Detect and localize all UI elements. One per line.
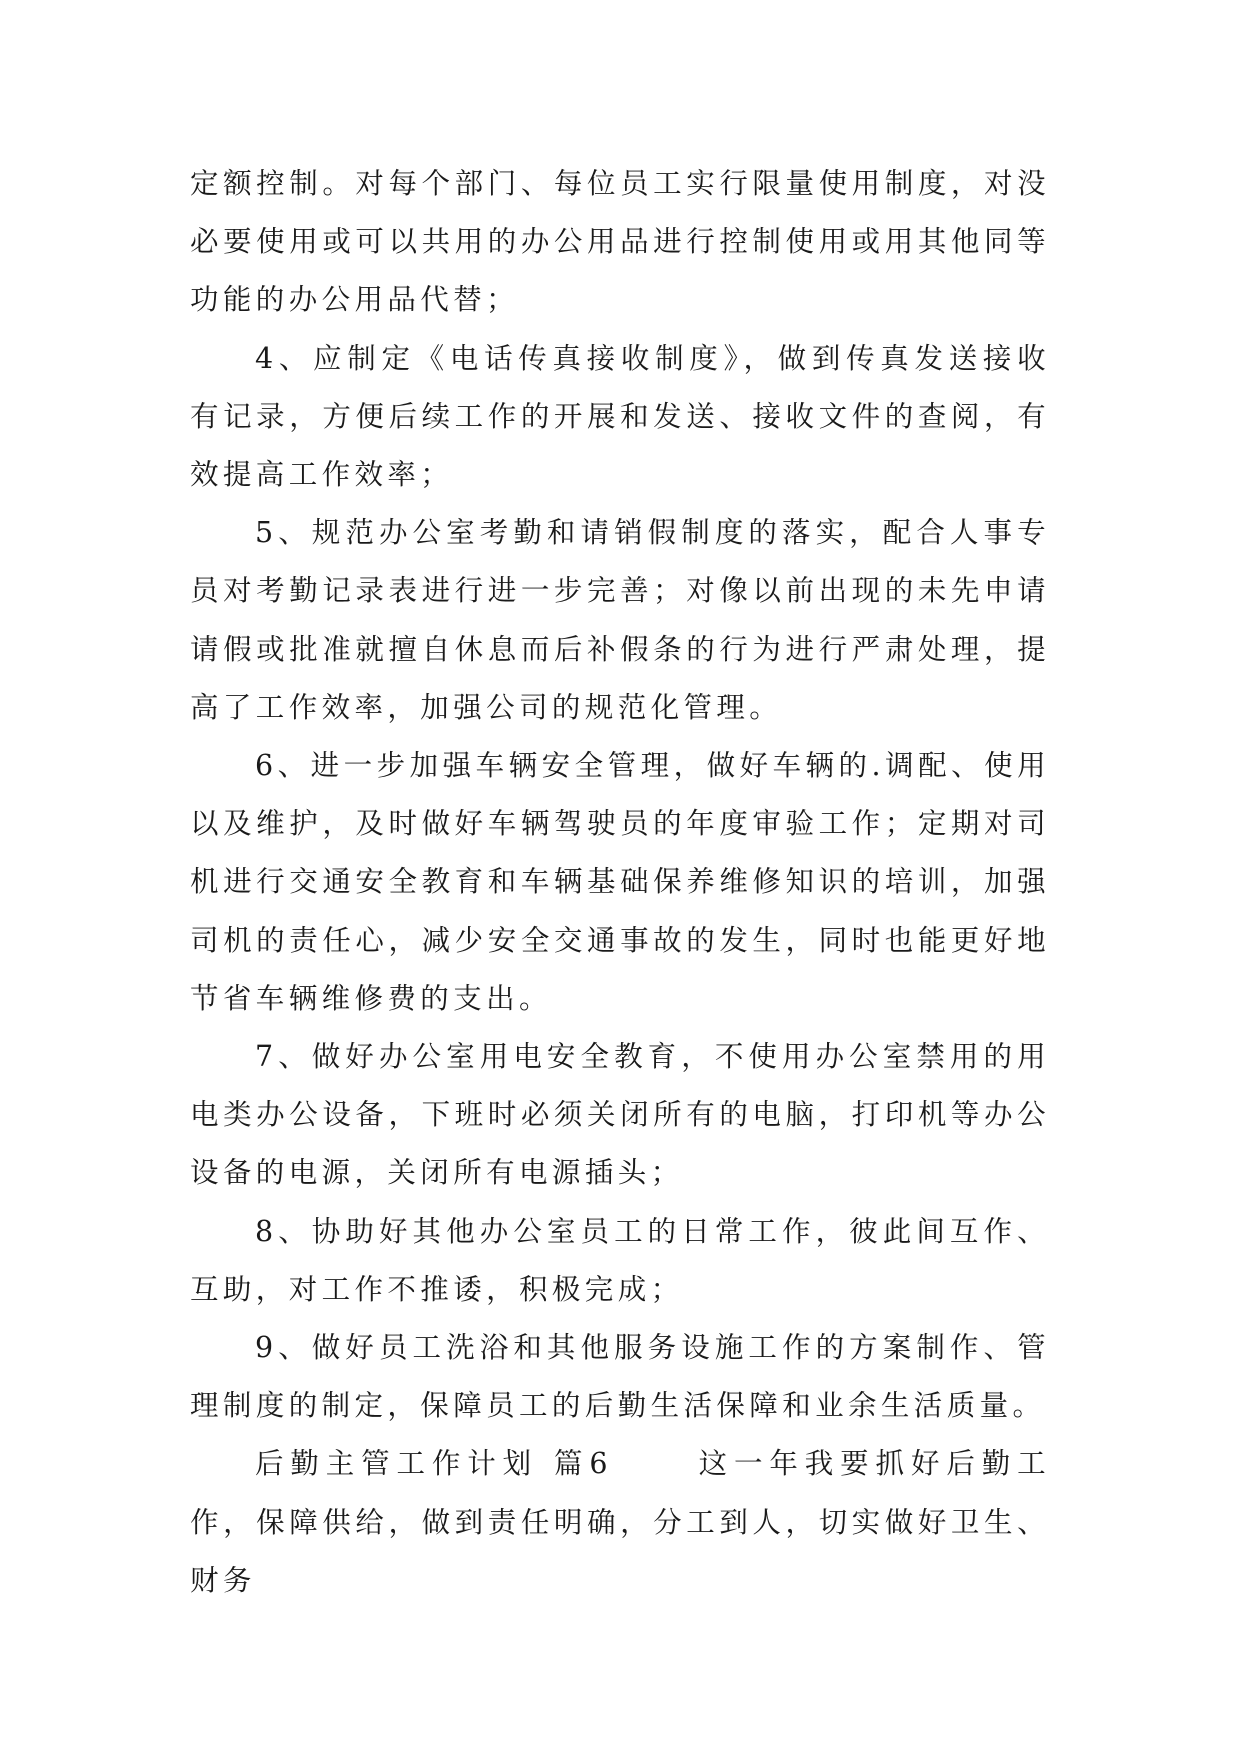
document-body	[190, 155, 1050, 1610]
paragraph-item-7: 7、做好办公室用电安全教育，不使用办公室禁用的用电类办公设备，下班时必须关闭所有的电脑，打印机等办公设备的电源，关闭所有电源插头；	[190, 1040, 1050, 1190]
paragraph-quota-control: 定额控制。对每个部门、每位员工实行限量使用制度，对没必要使用或可以共用的办公用品进行控制使用或用其他同等功能的办公用品代替；	[190, 167, 1050, 317]
paragraph-item-6: 6、进一步加强车辆安全管理，做好车辆的.调配、使用以及维护，及时做好车辆驾驶员的年度审验工作；定期对司机进行交通安全教育和车辆基础保养维修知识的培训，加强司机的责任心，减少安全交通事故的发生，同时也能更好地节省车辆维修费的支出。	[190, 749, 1050, 1015]
paragraph-item-9: 9、做好员工洗浴和其他服务设施工作的方案制作、管理制度的制定，保障员工的后勤生活保障和业余生活质量。	[190, 1331, 1050, 1423]
paragraph-item-8: 8、协助好其他办公室员工的日常工作，彼此间互作、互助，对工作不推诿，积极完成；	[190, 1214, 1050, 1306]
paragraph-section-6: 后勤主管工作计划 篇6 这一年我要抓好后勤工作，保障供给，做到责任明确，分工到人，切实做好卫生、财务	[190, 1447, 1050, 1597]
paragraph-item-5: 5、规范办公室考勤和请销假制度的落实，配合人事专员对考勤记录表进行进一步完善；对像以前出现的未先申请请假或批准就擅自休息而后补假条的行为进行严肃处理，提高了工作效率，加强公司的规范化管理。	[190, 516, 1050, 724]
paragraph-item-4: 4、应制定《电话传真接收制度》，做到传真发送接收有记录，方便后续工作的开展和发送、接收文件的查阅，有效提高工作效率；	[190, 341, 1050, 492]
